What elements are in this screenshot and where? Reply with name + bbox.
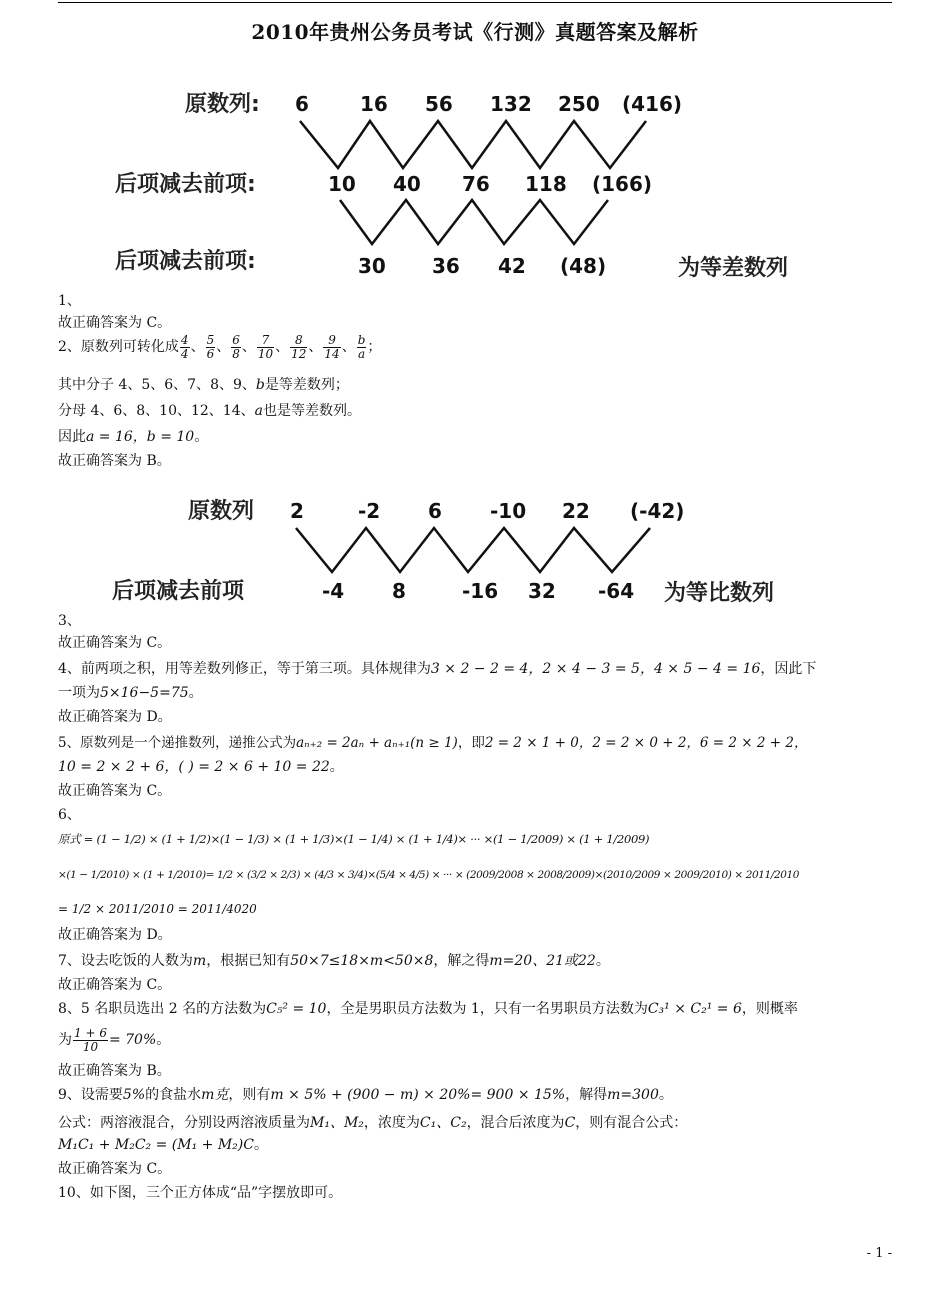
q7-line1: 7、设去吃饭的人数为m，根据已知有50×7≤18×m<50×8，解之得m=20、21或22。 — [58, 953, 610, 969]
fig2-row2-val: 8 — [392, 579, 406, 603]
q6-formula-line3: = 1/2 × 2011/2010 = 2011/4020 — [58, 902, 257, 916]
fig2-row1-val: (-42) — [630, 499, 685, 523]
fig1-row2-val: 118 — [525, 172, 567, 196]
q2-frac: $\frac{6}{8}$ — [232, 332, 240, 361]
q10-line1: 10、如下图，三个正方体成“品”字摆放即可。 — [58, 1185, 343, 1201]
fig2-zigzag — [296, 528, 650, 572]
q2-line3: 分母 4、6、8、10、12、14、a也是等差数列。 — [58, 403, 361, 419]
q5-line1: 5、原数列是一个递推数列，递推公式为aₙ₊₂ = 2aₙ + aₙ₊₁(n ≥ 1)，即2 = 2 × 1 + 0，2 = 2 × 0 + 2，6 = 2 × 2 + 2， — [58, 735, 808, 751]
q2-frac: $\frac{5}{6}$ — [206, 332, 215, 361]
fig2-row1-val: -10 — [490, 499, 527, 523]
q2-line4: 因此a = 16，b = 10。 — [58, 429, 209, 445]
q8-line1: 8、5 名职员选出 2 名的方法数为C₅² = 10，全是男职员方法数为 1，只有一名男职员方法数为C₃¹ × C₂¹ = 6，则概率 — [58, 1001, 798, 1017]
fig1-row1-val: 132 — [490, 92, 532, 116]
fig1-row1-label: 原数列: — [185, 92, 260, 117]
q9-line3: M₁C₁ + M₂C₂ = (M₁ + M₂)C。 — [58, 1137, 268, 1153]
q8-line2: 为 $\frac{1 + 6}{10}$ = 70%。 — [58, 1025, 171, 1054]
q1-number: 1、 — [58, 293, 81, 309]
page-title: 2010年贵州公务员考试《行测》真题答案及解析 — [251, 20, 699, 44]
fig1-row2-val: 40 — [393, 172, 421, 196]
fig1-row3-val: 42 — [498, 254, 526, 278]
fig2-row1 — [290, 499, 684, 523]
q6-formula-line2: ×(1 − 1/2010) × (1 + 1/2010)= 1/2 × (3/2 × 2/3) × (4/3 × 3/4)×(5/4 × 4/5) × ··· × (2009/2008 × 2008/2009)×(2010/2009 × 2009/2010) × 2011/2010 — [58, 869, 800, 881]
fig1-row3 — [358, 254, 606, 278]
figure-arithmetic-difference — [100, 78, 820, 288]
fig2-row2-val: 32 — [528, 579, 556, 603]
fig2-row1-val: -2 — [358, 499, 381, 523]
page-number: - 1 - — [866, 1246, 892, 1261]
fig2-row1-val: 2 — [290, 499, 304, 523]
fig1-row2-val: 76 — [462, 172, 490, 196]
q2-frac: $\frac{7}{10}$ — [257, 332, 274, 361]
q2-lead: 2、原数列可转化成 — [58, 339, 179, 355]
q9-line1: 9、设需要5%的食盐水m克，则有m × 5% + (900 − m) × 20%= 900 × 15%，解得m=300。 — [58, 1087, 673, 1103]
fig1-row3-val: 30 — [358, 254, 386, 278]
q1-answer: 故正确答案为 C。 — [58, 315, 172, 331]
q6-answer: 故正确答案为 D。 — [58, 927, 172, 943]
q6-formula-line1: 原式 = (1 − 1/2) × (1 + 1/2)×(1 − 1/3) × (1 + 1/3)×(1 − 1/4) × (1 + 1/4)× ··· ×(1 − 1/2009) × (1 + 1/2009) — [58, 832, 650, 846]
fig1-row1-val: 56 — [425, 92, 453, 116]
fig2-row2-val: -64 — [598, 579, 635, 603]
fig1-row3-label: 后项减去前项: — [115, 249, 256, 274]
fig1-row1-val: 250 — [558, 92, 600, 116]
top-rule — [58, 2, 892, 3]
q7-answer: 故正确答案为 C。 — [58, 977, 172, 993]
q5-answer: 故正确答案为 C。 — [58, 783, 172, 799]
fig1-row3-val: (48) — [560, 254, 607, 278]
fig2-row2-val: -4 — [322, 579, 345, 603]
fig1-zigzag-1 — [300, 121, 646, 168]
q9-line2: 公式：两溶液混合，分别设两溶液质量为M₁、M₂，浓度为C₁、C₂，混合后浓度为C，则有混合公式： — [58, 1115, 688, 1131]
fig2-row1-val: 22 — [562, 499, 590, 523]
q3-answer: 故正确答案为 C。 — [58, 635, 172, 651]
fig2-row1-label: 原数列 — [188, 499, 255, 524]
q5-line2: 10 = 2 × 2 + 6，( ) = 2 × 6 + 10 = 22。 — [58, 759, 344, 775]
figure-geometric-difference — [100, 490, 820, 615]
fig1-row1-val: 16 — [360, 92, 388, 116]
fig1-zigzag-2 — [340, 200, 608, 244]
q4-line2: 一项为5×16−5=75。 — [58, 685, 203, 701]
q4-answer: 故正确答案为 D。 — [58, 709, 172, 725]
fig1-row1-val: (416) — [622, 92, 683, 116]
q9-answer: 故正确答案为 C。 — [58, 1161, 172, 1177]
q2-frac: $\frac{9}{14}$ — [324, 332, 340, 361]
q3-number: 3、 — [58, 613, 81, 629]
fig2-row1-val: 6 — [428, 499, 442, 523]
fig1-row2-val: 10 — [328, 172, 356, 196]
q8-answer: 故正确答案为 B。 — [58, 1063, 171, 1079]
q6-number: 6、 — [58, 807, 81, 823]
fig1-row2 — [328, 172, 652, 196]
q8-frac: $\frac{1 + 6}{10}$ — [74, 1025, 107, 1054]
fig1-row1 — [295, 92, 682, 116]
q2-line2: 其中分子 4、5、6、7、8、9、b是等差数列； — [58, 377, 349, 393]
q4-line1: 4、前两项之积，用等差数列修正，等于第三项。具体规律为3 × 2 − 2 = 4，2 × 4 − 3 = 5，4 × 5 − 4 = 16，因此下 — [58, 661, 817, 677]
q2-answer: 故正确答案为 B。 — [58, 453, 171, 469]
fig1-row2-label: 后项减去前项: — [115, 172, 256, 197]
fig2-row2 — [322, 579, 634, 603]
q2-frac: $\frac{b}{a}$ — [357, 332, 366, 361]
fig1-row1-val: 6 — [295, 92, 309, 116]
fig1-note: 为等差数列 — [678, 256, 789, 281]
fig1-row2-val: (166) — [592, 172, 653, 196]
q2-frac: $\frac{8}{12}$ — [291, 332, 307, 361]
q2-frac: $\frac{4}{4}$ — [180, 332, 189, 361]
fig2-note: 为等比数列 — [664, 581, 775, 606]
fig2-row2-val: -16 — [462, 579, 499, 603]
fig1-row3-val: 36 — [432, 254, 460, 278]
q2-line1: 2、原数列可转化成 $\frac{4}{4}$ 、 $\frac{5}{6}$ 、 $\frac{6}{8}$ 、 $\frac{7}{10}$ 、 $\frac{8}{12}$ 、 $\frac{9}{14}$ 、 $\frac{b}{a}$ ； — [58, 332, 382, 361]
fig2-row2-label: 后项减去前项 — [112, 579, 245, 604]
